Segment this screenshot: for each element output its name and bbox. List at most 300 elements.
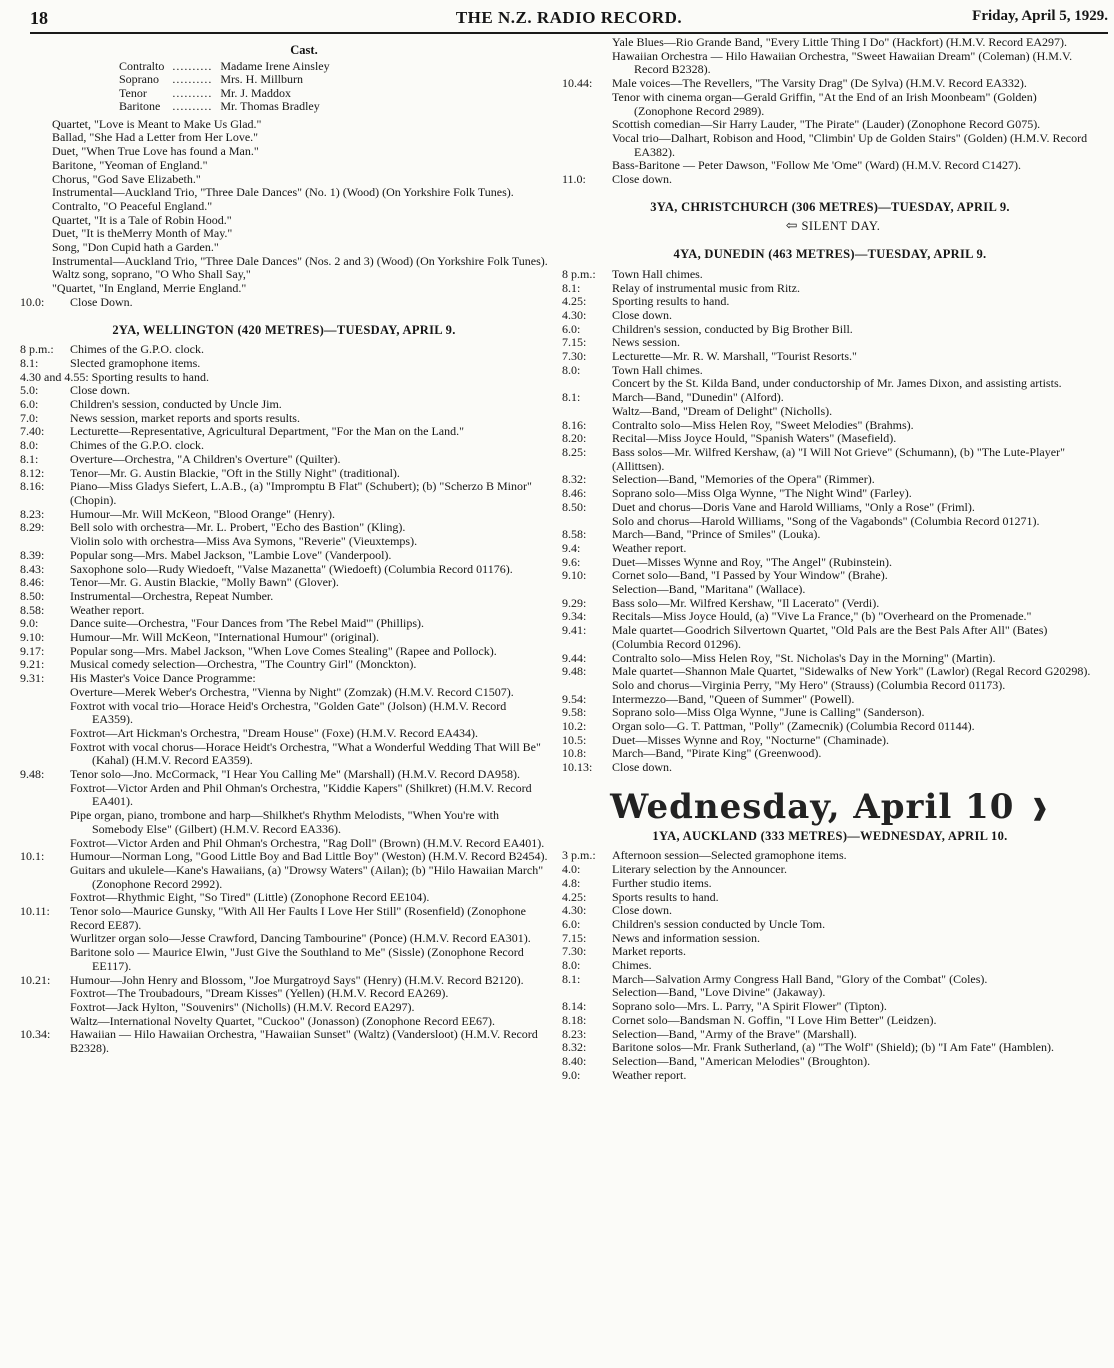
time-label: 7.15: bbox=[562, 930, 587, 945]
programme-item bbox=[562, 1014, 1098, 1028]
cast-name: Madame Irene Ainsley bbox=[220, 58, 330, 73]
item-text: March—Salvation Army Congress Hall Band, "Glory of the Combat" (Coles). bbox=[612, 971, 988, 986]
programme-item bbox=[562, 501, 1098, 515]
item-text: Tenor solo—Maurice Gunsky, "With All Her Faults I Love Her Still" (Rosenfield) (Zonophone Record EE87). bbox=[70, 904, 526, 932]
item-text: Children's session, conducted by Uncle Jim. bbox=[70, 397, 282, 412]
item-text: News and information session. bbox=[612, 930, 760, 945]
programme-item bbox=[562, 1069, 1098, 1083]
programme-item: Song, "Don Cupid hath a Garden." bbox=[52, 240, 219, 255]
item-text: Tenor with cinema organ—Gerald Griffin, "At the End of an Irish Moonbeam" (Golden) (Zonophone Record 2989). bbox=[612, 89, 1037, 118]
programme-item: Waltz song, soprano, "O Who Shall Say," bbox=[52, 267, 251, 282]
time-label: 8.32: bbox=[562, 1040, 587, 1055]
item-text: Contralto solo—Miss Helen Roy, "Sweet Melodies" (Brahms). bbox=[612, 417, 914, 432]
item-text: His Master's Voice Dance Programme: bbox=[70, 671, 256, 686]
time-label: 9.4: bbox=[562, 540, 581, 555]
item-text: Concert by the St. Kilda Band, under conductorship of Mr. James Dixon, and assisting artists. bbox=[612, 376, 1062, 391]
time-label: 3 p.m.: bbox=[562, 848, 596, 863]
item-text: Overture—Orchestra, "A Children's Overture" (Quilter). bbox=[70, 451, 341, 466]
programme-item bbox=[20, 1001, 548, 1015]
item-text: Sporting results to hand. bbox=[91, 369, 209, 384]
time-label: 11.0: bbox=[562, 172, 586, 187]
programme-item bbox=[20, 645, 548, 659]
item-text: Soprano solo—Mrs. L. Parry, "A Spirit Flower" (Tipton). bbox=[612, 999, 887, 1014]
item-text: Saxophone solo—Rudy Wiedoeft, "Valse Mazanetta" (Wiedoeft) (Columbia Record 01176). bbox=[70, 561, 513, 576]
programme-item bbox=[20, 371, 548, 385]
item-text: Dance suite—Orchestra, "Four Dances from 'The Rebel Maid'" (Phillips). bbox=[70, 616, 425, 631]
programme-item: Duet, "It is theMerry Month of May." bbox=[52, 226, 233, 241]
cast-title: Cast. bbox=[290, 43, 318, 57]
time-label: 9.21: bbox=[20, 657, 45, 672]
item-text: Tenor—Mr. G. Austin Blackie, "Oft in the Stilly Night" (traditional). bbox=[70, 465, 400, 480]
programme-item bbox=[20, 1015, 548, 1029]
item-text: Instrumental—Orchestra, Repeat Number. bbox=[70, 588, 274, 603]
time-label: 10.44: bbox=[562, 76, 593, 91]
programme-item bbox=[562, 118, 1098, 132]
programme-item bbox=[562, 515, 1098, 529]
time-label: 8.25: bbox=[562, 444, 587, 459]
time-label: 9.10: bbox=[562, 568, 587, 583]
item-text: Further studio items. bbox=[612, 875, 712, 890]
item-text: Selection—Band, "Maritana" (Wallace). bbox=[612, 582, 806, 597]
programme-item: Quartet, "It is a Tale of Robin Hood." bbox=[52, 212, 232, 227]
item-text: Weather report. bbox=[70, 602, 145, 617]
item-text: Popular song—Mrs. Mabel Jackson, "Lambie Love" (Vanderpool). bbox=[70, 547, 392, 562]
programme-item bbox=[562, 720, 1098, 734]
item-text: Overture—Merek Weber's Orchestra, "Vienna by Night" (Zomzak) (H.M.V. Record C1507). bbox=[70, 684, 514, 699]
time-label: 4.30 and 4.55: bbox=[20, 369, 89, 384]
cast-name: Mr. Thomas Bradley bbox=[220, 99, 320, 114]
item-text: Sports results to hand. bbox=[612, 889, 719, 904]
item-text: Sporting results to hand. bbox=[612, 294, 730, 309]
programme-item bbox=[20, 398, 548, 412]
programme-item bbox=[562, 679, 1098, 693]
page-number: 18 bbox=[30, 8, 48, 28]
programme-item bbox=[562, 652, 1098, 666]
item-text: Humour—Mr. Will McKeon, "Blood Orange" (Henry). bbox=[70, 506, 336, 521]
item-text: News session, market reports and sports results. bbox=[70, 410, 300, 425]
programme-item bbox=[20, 809, 548, 836]
programme-item bbox=[562, 597, 1098, 611]
time-label: 8.1: bbox=[562, 971, 581, 986]
time-label: 8.50: bbox=[562, 499, 587, 514]
time-label: 8.0: bbox=[20, 438, 39, 453]
programme-list bbox=[562, 849, 1098, 1082]
time-label: 8.29: bbox=[20, 520, 45, 535]
programme-item: Contralto, "O Peaceful England." bbox=[52, 198, 213, 213]
item-text: Foxtrot—The Troubadours, "Dream Kisses" (Yellen) (H.M.V. Record EA269). bbox=[70, 986, 449, 1001]
cast-row bbox=[115, 100, 334, 114]
time-label: 8.46: bbox=[20, 575, 45, 590]
time-label: 10.21: bbox=[20, 972, 51, 987]
day-heading bbox=[562, 786, 1098, 827]
time-label: 8.12: bbox=[20, 465, 45, 480]
time-label: 10.8: bbox=[562, 746, 587, 761]
time-label: 9.54: bbox=[562, 691, 587, 706]
cast-row bbox=[115, 60, 334, 74]
time-label: 7.15: bbox=[562, 335, 587, 350]
item-text: Literary selection by the Announcer. bbox=[612, 862, 787, 877]
item-text: Close down. bbox=[612, 903, 672, 918]
programme-item bbox=[20, 672, 548, 686]
time-label: 8.14: bbox=[562, 999, 587, 1014]
programme-item bbox=[562, 877, 1098, 891]
programme-item bbox=[20, 905, 548, 932]
programme-item bbox=[562, 665, 1098, 679]
time-label: 9.29: bbox=[562, 595, 587, 610]
programme-item bbox=[20, 576, 548, 590]
programme-item: Baritone, "Yeoman of England." bbox=[52, 157, 208, 172]
programme-item bbox=[20, 453, 548, 467]
programme-item bbox=[562, 706, 1098, 720]
time-label: 4.30: bbox=[562, 903, 587, 918]
programme-item bbox=[20, 700, 548, 727]
time-label: 9.34: bbox=[562, 609, 587, 624]
programme-list bbox=[562, 268, 1098, 775]
silent-day-notice bbox=[562, 220, 1098, 234]
item-text: Tenor solo—Jno. McCormack, "I Hear You Calling Me" (Marshall) (H.M.V. Record DA958). bbox=[70, 767, 521, 782]
programme-item bbox=[20, 987, 548, 1001]
item-text: Guitars and ukulele—Kane's Hawaiians, (a) "Drowsy Waters" (Ailan); (b) "Hilo Hawaiian March" (Zonophone Record 2992). bbox=[70, 862, 544, 891]
programme-item bbox=[562, 1028, 1098, 1042]
programme-item bbox=[562, 323, 1098, 337]
item-text: March—Band, "Dunedin" (Alford). bbox=[612, 390, 784, 405]
programme-item bbox=[562, 309, 1098, 323]
programme-item bbox=[20, 932, 548, 946]
cast-row bbox=[115, 87, 334, 101]
programme-item bbox=[20, 535, 548, 549]
time-label: 8.1: bbox=[20, 451, 39, 466]
programme-item bbox=[562, 282, 1098, 296]
programme-item bbox=[562, 734, 1098, 748]
time-label: 8 p.m.: bbox=[20, 342, 54, 357]
time-label: 8.58: bbox=[20, 602, 45, 617]
programme-item bbox=[562, 391, 1098, 405]
item-text: Popular song—Mrs. Mabel Jackson, "When Love Comes Stealing" (Rapee and Pollock). bbox=[70, 643, 497, 658]
time-label: 10.5: bbox=[562, 732, 587, 747]
item-text: Baritone solos—Mr. Frank Sutherland, (a) "The Wolf" (Shield); (b) "I Am Fate" (Hamblen). bbox=[612, 1040, 1054, 1055]
time-label: 10.0: bbox=[20, 294, 45, 309]
programme-item bbox=[562, 268, 1098, 282]
time-label: 5.0: bbox=[20, 383, 39, 398]
programme-item bbox=[562, 542, 1098, 556]
time-label: 8.0: bbox=[562, 362, 581, 377]
programme-item bbox=[20, 439, 548, 453]
issue-date: Friday, April 5, 1929. bbox=[972, 8, 1108, 24]
programme-item bbox=[20, 1028, 548, 1055]
left-column bbox=[20, 36, 548, 1056]
programme-item bbox=[562, 863, 1098, 877]
item-text: Bass solo—Mr. Wilfred Kershaw, "Il Lacerato" (Verdi). bbox=[612, 595, 880, 610]
item-text: Close down. bbox=[612, 307, 672, 322]
programme-item bbox=[562, 419, 1098, 433]
item-text: Recital—Miss Joyce Hould, "Spanish Waters" (Masefield). bbox=[612, 431, 897, 446]
item-text: Humour—John Henry and Blossom, "Joe Murgatroyd Says" (Henry) (H.M.V. Record B2120). bbox=[70, 972, 524, 987]
programme-item bbox=[562, 295, 1098, 309]
item-text: Town Hall chimes. bbox=[612, 362, 703, 377]
item-text: Hawaiian Orchestra — Hilo Hawaiian Orchestra, "Sweet Hawaiian Dream" (Coleman) (H.M.V. Record B2328). bbox=[612, 48, 1073, 77]
programme-item bbox=[562, 1000, 1098, 1014]
item-text: Children's session conducted by Uncle Tom. bbox=[612, 916, 826, 931]
time-label: 10.11: bbox=[20, 904, 50, 919]
right-column bbox=[562, 36, 1098, 1082]
item-text: Lecturette—Mr. R. W. Marshall, "Tourist Resorts." bbox=[612, 349, 857, 364]
cast-role: Soprano bbox=[119, 72, 159, 87]
programme-item bbox=[562, 350, 1098, 364]
time-label: 9.31: bbox=[20, 671, 45, 686]
programme-item bbox=[562, 77, 1098, 91]
programme-item bbox=[20, 521, 548, 535]
programme-item bbox=[562, 487, 1098, 501]
time-label: 4.25: bbox=[562, 294, 587, 309]
item-text: Foxtrot—Victor Arden and Phil Ohman's Orchestra, "Kiddie Kapers" (Shilkret) (H.M.V. Record EA401). bbox=[70, 780, 532, 809]
programme-item bbox=[20, 686, 548, 700]
programme-list bbox=[20, 343, 548, 1056]
programme-item: Chorus, "God Save Elizabeth." bbox=[52, 171, 201, 186]
item-text: Violin solo with orchestra—Miss Ava Symons, "Reverie" (Vieuxtemps). bbox=[70, 534, 418, 549]
programme-item bbox=[562, 377, 1098, 391]
time-label: 4.25: bbox=[562, 889, 587, 904]
item-text: Humour—Mr. Will McKeon, "International Humour" (original). bbox=[70, 630, 380, 645]
time-label: 9.17: bbox=[20, 643, 45, 658]
item-text: Foxtrot—Jack Hylton, "Souvenirs" (Nicholls) (H.M.V. Record EA297). bbox=[70, 1000, 415, 1014]
item-text: Slected gramophone items. bbox=[70, 355, 201, 370]
programme-item bbox=[562, 556, 1098, 570]
item-text: Musical comedy selection—Orchestra, "The Country Girl" (Monckton). bbox=[70, 657, 417, 672]
time-label: 8 p.m.: bbox=[562, 266, 596, 281]
time-label: 7.40: bbox=[20, 424, 45, 439]
item-text: Foxtrot—Rhythmic Eight, "So Tired" (Little) (Zonophone Record EE104). bbox=[70, 890, 430, 905]
programme-item bbox=[562, 159, 1098, 173]
item-text: Chimes of the G.P.O. clock. bbox=[70, 342, 204, 357]
time-label: 8.1: bbox=[562, 390, 581, 405]
time-label: 8.16: bbox=[562, 417, 587, 432]
programme-item bbox=[20, 508, 548, 522]
item-text: Vocal trio—Dalhart, Robison and Hood, "Climbin' Up de Golden Stairs" (Golden) (H.M.V. Record EA382). bbox=[612, 130, 1088, 159]
time-label: 8.39: bbox=[20, 547, 45, 562]
time-label: 9.10: bbox=[20, 630, 45, 645]
programme-item bbox=[20, 891, 548, 905]
programme-item bbox=[20, 357, 548, 371]
programme-item bbox=[20, 768, 548, 782]
programme-item bbox=[562, 473, 1098, 487]
time-label: 4.30: bbox=[562, 307, 587, 322]
item-text: Foxtrot with vocal trio—Horace Heid's Orchestra, "Golden Gate" (Jolson) (H.M.V. Record EA359). bbox=[70, 698, 507, 727]
item-text: Baritone solo — Maurice Elwin, "Just Give the Southland to Me" (Sissle) (Zonophone Record EE117). bbox=[70, 945, 524, 973]
programme-list bbox=[562, 36, 1098, 187]
cast-row bbox=[115, 73, 334, 87]
item-text: Contralto solo—Miss Helen Roy, "St. Nicholas's Day in the Morning" (Martin). bbox=[612, 650, 996, 665]
item-text: Close down. bbox=[70, 383, 130, 398]
cast-role: Baritone bbox=[119, 99, 161, 114]
programme-item bbox=[562, 610, 1098, 624]
programme-item bbox=[562, 583, 1098, 597]
leader-dots: .......... bbox=[172, 99, 213, 114]
time-label: 6.0: bbox=[562, 321, 581, 336]
item-text: Tenor—Mr. G. Austin Blackie, "Molly Bawn" (Glover). bbox=[70, 575, 339, 590]
item-text: Piano—Miss Gladys Siefert, L.A.B., (a) "Impromptu B Flat" (Schubert); (b) "Scherzo B Minor" (Chopin). bbox=[70, 479, 532, 507]
item-text: Humour—Norman Long, "Good Little Boy and Bad Little Boy" (Weston) (H.M.V. Record B2454). bbox=[70, 849, 548, 864]
programme-item bbox=[562, 624, 1098, 651]
time-label: 9.41: bbox=[562, 623, 587, 638]
item-text: Recitals—Miss Joyce Hould, (a) "Vive La France," (b) "Overheard on the Promenade." bbox=[612, 609, 1032, 624]
item-text: Solo and chorus—Virginia Perry, "My Hero" (Strauss) (Columbia Record 01173). bbox=[612, 677, 1006, 692]
item-text: Foxtrot—Victor Arden and Phil Ohman's Orchestra, "Rag Doll" (Brown) (H.M.V. Record EA401). bbox=[70, 835, 545, 850]
programme-item bbox=[562, 50, 1098, 77]
programme-item bbox=[562, 91, 1098, 118]
leader-dots: .......... bbox=[172, 72, 213, 87]
programme-item bbox=[20, 467, 548, 481]
programme-item bbox=[562, 891, 1098, 905]
programme-list bbox=[20, 296, 548, 310]
item-text: Selection—Band, "Love Divine" (Jakaway). bbox=[612, 985, 826, 1000]
time-label: 8.43: bbox=[20, 561, 45, 576]
item-text: Waltz—International Novelty Quartet, "Cuckoo" (Jonasson) (Zonophone Record EE67). bbox=[70, 1013, 496, 1028]
programme-item bbox=[562, 36, 1098, 50]
time-label: 9.44: bbox=[562, 650, 587, 665]
programme-item bbox=[20, 425, 548, 439]
item-text: Market reports. bbox=[612, 944, 686, 959]
time-label: 7.30: bbox=[562, 349, 587, 364]
item-text: Scottish comedian—Sir Harry Lauder, "The Pirate" (Lauder) (Zonophone Record G075). bbox=[612, 117, 1041, 132]
programme-item bbox=[20, 837, 548, 851]
programme-item bbox=[562, 569, 1098, 583]
programme-item bbox=[20, 412, 548, 426]
item-text: Selection—Band, "Memories of the Opera" (Rimmer). bbox=[612, 472, 875, 487]
item-text: Afternoon session—Selected gramophone items. bbox=[612, 848, 847, 863]
time-label: 7.30: bbox=[562, 944, 587, 959]
item-text: Selection—Band, "Army of the Brave" (Marshall). bbox=[612, 1026, 857, 1041]
programme-item bbox=[20, 563, 548, 577]
cast-name: Mrs. H. Millburn bbox=[220, 72, 303, 87]
item-text: Foxtrot with vocal chorus—Horace Heidt's Orchestra, "What a Wonderful Wedding That Will Be" (Kahal) (H.M.V. Record EA359). bbox=[70, 739, 541, 768]
station-heading-1ya: 1YA, AUCKLAND (333 METRES)—WEDNESDAY, APRIL 10. bbox=[652, 828, 1008, 843]
programme-item: Instrumental—Auckland Trio, "Three Dale Dances" (No. 1) (Wood) (On Yorkshire Folk Tunes). bbox=[52, 185, 514, 200]
station-heading-4ya: 4YA, DUNEDIN (463 METRES)—TUESDAY, APRIL 9. bbox=[673, 247, 987, 262]
programme-item bbox=[562, 973, 1098, 987]
time-label: 8.46: bbox=[562, 486, 587, 501]
item-text: Cornet solo—Bandsman N. Goffin, "I Love Him Better" (Leidzen). bbox=[612, 1012, 937, 1027]
item-text: Relay of instrumental music from Ritz. bbox=[612, 280, 800, 295]
programme-item bbox=[20, 658, 548, 672]
programme-item bbox=[562, 986, 1098, 1000]
programme-item bbox=[562, 528, 1098, 542]
programme-item bbox=[562, 1055, 1098, 1069]
time-label: 7.0: bbox=[20, 410, 39, 425]
item-text: Waltz—Band, "Dream of Delight" (Nicholls). bbox=[612, 403, 833, 418]
item-text: News session. bbox=[612, 335, 680, 350]
masthead bbox=[30, 4, 1108, 34]
time-label: 8.50: bbox=[20, 588, 45, 603]
item-text: Weather report. bbox=[612, 540, 687, 555]
programme-item: Instrumental—Auckland Trio, "Three Dale Dances" (Nos. 2 and 3) (Wood) (On Yorkshire Folk Tunes). bbox=[52, 253, 548, 268]
time-label: 8.20: bbox=[562, 431, 587, 446]
item-text: Soprano solo—Miss Olga Wynne, "June is Calling" (Sanderson). bbox=[612, 705, 925, 720]
item-text: Solo and chorus—Harold Williams, "Song of the Vagabonds" (Columbia Record 01271). bbox=[612, 513, 1040, 528]
cast-role: Contralto bbox=[119, 58, 165, 73]
time-label: 6.0: bbox=[20, 397, 39, 412]
item-text: Cornet solo—Band, "I Passed by Your Window" (Brahe). bbox=[612, 568, 888, 583]
programme-item bbox=[20, 946, 548, 973]
time-label: 9.48: bbox=[562, 664, 587, 679]
programme-item bbox=[20, 384, 548, 398]
time-label: 4.0: bbox=[562, 862, 581, 877]
cast-role: Tenor bbox=[119, 85, 147, 100]
programme-item bbox=[562, 336, 1098, 350]
time-label: 10.1: bbox=[20, 849, 45, 864]
item-text: Weather report. bbox=[612, 1067, 687, 1082]
leader-dots: .......... bbox=[172, 58, 213, 73]
item-text: Bass solos—Mr. Wilfred Kershaw, (a) "I Will Not Grieve" (Schumann), (b) "The Lute-Player" (Allittsen). bbox=[612, 444, 1065, 473]
item-text: Chimes of the G.P.O. clock. bbox=[70, 438, 204, 453]
time-label: 8.16: bbox=[20, 479, 45, 494]
programme-item bbox=[20, 343, 548, 357]
time-label: 8.0: bbox=[562, 958, 581, 973]
item-text: Pipe organ, piano, trombone and harp—Shilkhet's Rhythm Melodists, "When You're with Somebody Else" (Gilbert) (H.M.V. Record EA336). bbox=[70, 808, 499, 836]
time-label: 8.32: bbox=[562, 472, 587, 487]
item-text: Close down. bbox=[612, 760, 672, 775]
programme-item bbox=[20, 480, 548, 507]
programme-item bbox=[20, 850, 548, 864]
programme-item bbox=[562, 405, 1098, 419]
programme-item bbox=[562, 1041, 1098, 1055]
time-label: 10.34: bbox=[20, 1027, 51, 1042]
cast-name: Mr. J. Maddox bbox=[220, 85, 291, 100]
programme-item bbox=[20, 974, 548, 988]
programme-item bbox=[562, 761, 1098, 775]
item-text: Duet and chorus—Doris Vane and Harold Williams, "Only a Rose" (Friml). bbox=[612, 499, 975, 514]
programme-item: Quartet, "Love is Meant to Make Us Glad." bbox=[52, 116, 262, 131]
programme-item: Ballad, "She Had a Letter from Her Love." bbox=[52, 130, 259, 145]
time-label: 8.23: bbox=[20, 506, 45, 521]
programme-item bbox=[562, 173, 1098, 187]
programme-item bbox=[20, 727, 548, 741]
item-text: Children's session, conducted by Big Brother Bill. bbox=[612, 321, 853, 336]
programme-item bbox=[562, 446, 1098, 473]
programme-item: "Quartet, "In England, Merrie England." bbox=[52, 281, 247, 296]
item-text: March—Band, "Pirate King" (Greenwood). bbox=[612, 746, 822, 761]
item-text: Lecturette—Representative, Agricultural Department, "For the Man on the Land." bbox=[70, 424, 465, 439]
time-label: 9.48: bbox=[20, 767, 45, 782]
programme-item bbox=[562, 904, 1098, 918]
time-label: 8.1: bbox=[20, 355, 39, 370]
time-label: 9.0: bbox=[20, 616, 39, 631]
programme-list bbox=[20, 118, 548, 296]
time-label: 10.2: bbox=[562, 719, 587, 734]
programme-item bbox=[20, 741, 548, 768]
item-text: Duet—Misses Wynne and Roy, "The Angel" (Rubinstein). bbox=[612, 554, 893, 569]
time-label: 8.58: bbox=[562, 527, 587, 542]
programme-item bbox=[562, 693, 1098, 707]
programme-item bbox=[562, 959, 1098, 973]
item-text: Foxtrot—Art Hickman's Orchestra, "Dream House" (Foxe) (H.M.V. Record EA434). bbox=[70, 725, 478, 740]
item-text: Hawaiian — Hilo Hawaiian Orchestra, "Hawaiian Sunset" (Waltz) (Vandersloot) (H.M.V. Record B2328). bbox=[70, 1027, 538, 1056]
cast-table bbox=[115, 60, 334, 114]
silent-day-label: SILENT DAY. bbox=[801, 219, 881, 234]
item-text: Bass-Baritone — Peter Dawson, "Follow Me 'Ome" (Ward) (H.M.V. Record C1427). bbox=[612, 158, 1022, 173]
time-label: 8.1: bbox=[562, 280, 581, 295]
programme-item bbox=[20, 604, 548, 618]
programme-item bbox=[20, 549, 548, 563]
programme-item bbox=[562, 432, 1098, 446]
station-heading-3ya: 3YA, CHRISTCHURCH (306 METRES)—TUESDAY, APRIL 9. bbox=[650, 199, 1010, 214]
item-text: Wurlitzer organ solo—Jesse Crawford, Dancing Tambourine" (Ponce) (H.M.V. Record EA301). bbox=[70, 931, 531, 946]
programme-item bbox=[562, 945, 1098, 959]
time-label: 9.6: bbox=[562, 554, 581, 569]
item-text: Chimes. bbox=[612, 958, 652, 973]
item-text: Organ solo—G. T. Pattman, "Polly" (Zamecnik) (Columbia Record 01144). bbox=[612, 719, 975, 734]
time-label: 9.58: bbox=[562, 705, 587, 720]
leader-dots: .......... bbox=[172, 85, 213, 100]
